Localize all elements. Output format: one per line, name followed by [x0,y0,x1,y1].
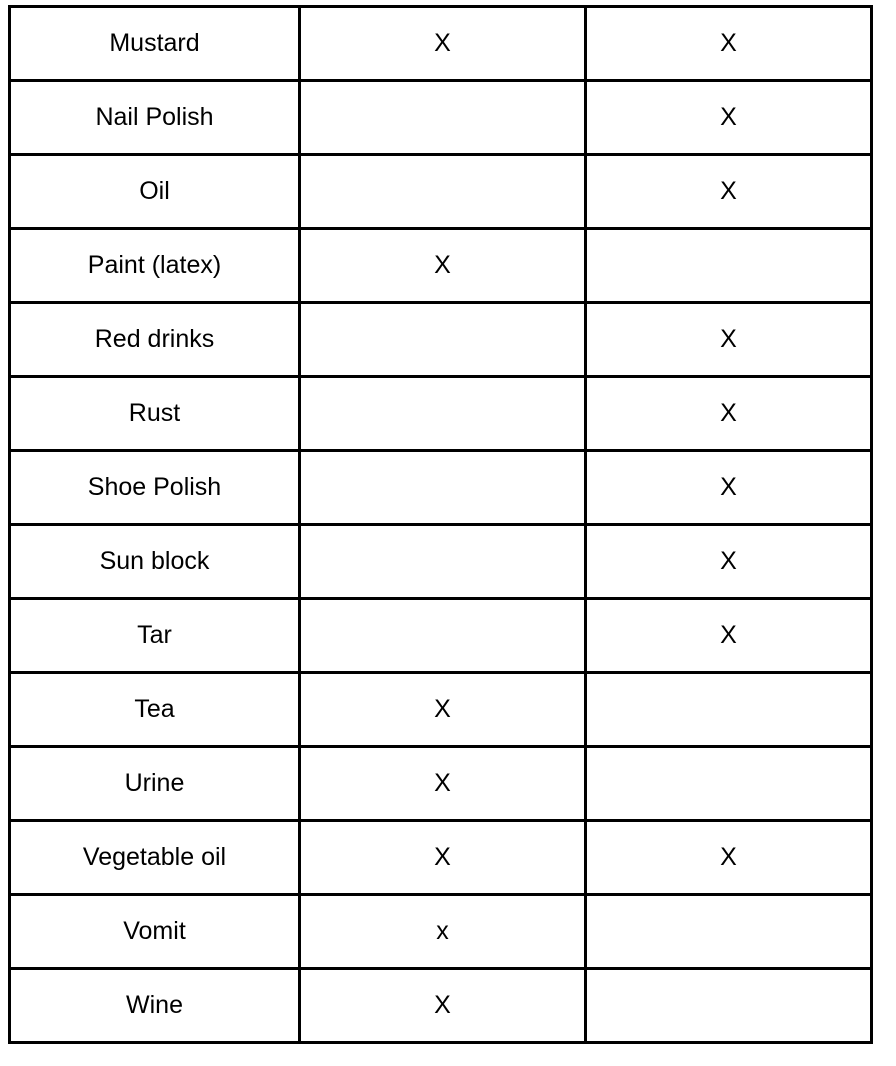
table-row [10,81,872,155]
item-cell: Tar [10,599,300,673]
mark-cell-col2: X [300,7,586,81]
item-cell: Shoe Polish [10,451,300,525]
mark-cell-col3: X [586,7,872,81]
table-row [10,229,872,303]
mark-cell-col3: X [586,525,872,599]
item-cell: Vegetable oil [10,821,300,895]
table-row [10,451,872,525]
mark-cell-col3: X [586,377,872,451]
mark-cell-col2 [300,155,586,229]
table-row [10,525,872,599]
item-cell: Oil [10,155,300,229]
mark-cell-col3 [586,895,872,969]
mark-cell-col2: X [300,821,586,895]
mark-cell-col3 [586,229,872,303]
table-row [10,969,872,1043]
mark-cell-col2 [300,525,586,599]
item-cell: Paint (latex) [10,229,300,303]
table-row [10,895,872,969]
item-cell: Wine [10,969,300,1043]
mark-cell-col3 [586,969,872,1043]
table-row [10,303,872,377]
mark-cell-col2: X [300,673,586,747]
item-cell: Nail Polish [10,81,300,155]
mark-cell-col2 [300,599,586,673]
table-row [10,747,872,821]
mark-cell-col2 [300,303,586,377]
mark-cell-col3 [586,747,872,821]
mark-cell-col2 [300,451,586,525]
item-cell: Red drinks [10,303,300,377]
stain-table [8,5,873,1044]
mark-cell-col2: X [300,747,586,821]
table-row [10,7,872,81]
mark-cell-col3: X [586,155,872,229]
mark-cell-col2: X [300,969,586,1043]
mark-cell-col2: X [300,229,586,303]
table-row [10,155,872,229]
item-cell: Sun block [10,525,300,599]
mark-cell-col3: X [586,821,872,895]
item-cell: Mustard [10,7,300,81]
table-row [10,377,872,451]
mark-cell-col2 [300,81,586,155]
table-row [10,673,872,747]
table-row [10,821,872,895]
item-cell: Rust [10,377,300,451]
mark-cell-col3: X [586,303,872,377]
mark-cell-col3 [586,673,872,747]
mark-cell-col2 [300,377,586,451]
item-cell: Vomit [10,895,300,969]
table-row [10,599,872,673]
mark-cell-col3: X [586,451,872,525]
mark-cell-col2: x [300,895,586,969]
stain-table-body [10,7,872,1043]
mark-cell-col3: X [586,81,872,155]
mark-cell-col3: X [586,599,872,673]
item-cell: Urine [10,747,300,821]
item-cell: Tea [10,673,300,747]
